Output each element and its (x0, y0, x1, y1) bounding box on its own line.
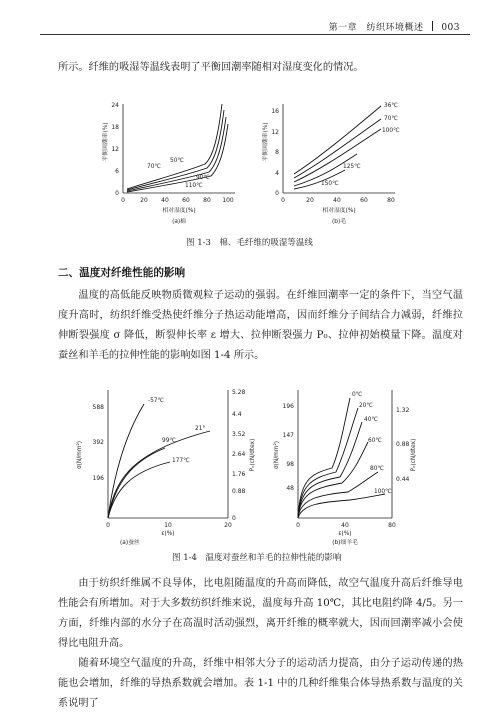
wool-tensile-sublabel: (b)细羊毛 (332, 540, 358, 545)
cotton-panel (101, 102, 235, 225)
wool-tensile-ytick-left: 147 (282, 432, 294, 439)
silk-curve-label: 99℃ (162, 438, 176, 444)
wool-tensile-curve-label: 100℃ (374, 489, 392, 495)
cotton-xtick: 100 (222, 197, 234, 204)
wool-tensile-curve-label: 20℃ (359, 403, 373, 409)
chapter-title: 纺织环境概述 (366, 23, 424, 33)
silk-xtick: 20 (224, 522, 232, 529)
wool-xtick: 20 (306, 197, 314, 204)
cotton-ytick: 0 (115, 190, 119, 197)
wool-tensile-ytick-right: 0.44 (396, 476, 410, 483)
paragraph-thermal: 随着环境空气温度的升高，纤维中相邻大分子的运动活力提高，由分子运动传递的热能也会增加，纤维的导热系数就会增加。表 1-1 中的几种纤维集合体导热系数与温度的关系说明了 (58, 658, 463, 709)
wool-curve (294, 106, 381, 174)
cotton-xtick: 40 (161, 197, 169, 204)
silk-curve (108, 431, 210, 518)
cotton-curve-label: 50℃ (170, 158, 184, 164)
wool-tensile-xtick: 40 (341, 522, 349, 529)
silk-panel (76, 389, 256, 545)
wool-tensile-curve-label: 60℃ (368, 438, 382, 444)
cotton-curve-label: 90℃ (196, 175, 210, 181)
wool-ylabel-right: Pₙ(cN/dtex) (411, 438, 417, 472)
wool-tensile-curve-label: 80℃ (370, 466, 384, 472)
wool-tensile-curve-label: 0℃ (352, 392, 363, 398)
silk-ytick-right: 5.28 (232, 389, 246, 396)
silk-curve-label: 177℃ (172, 458, 190, 464)
silk-curve-label: 21° (195, 426, 206, 432)
silk-ytick-right: 3.52 (232, 431, 246, 438)
silk-ylabel-right: Pₙ(cN/dtex) (250, 438, 256, 472)
paragraph-intro: 所示。纤维的吸湿等温线表明了平衡回潮率随相对湿度变化的情况。 (58, 62, 364, 73)
wool-xtick: 60 (360, 197, 368, 204)
figure-1-3 (95, 92, 415, 232)
wool-xtick: 0 (281, 197, 285, 204)
wool-tensile-curve (298, 408, 358, 518)
silk-ylabel-left: σ(N/mm²) (77, 440, 83, 470)
wool-tensile-xtick: 0 (296, 522, 300, 529)
cotton-curve-label: 110℃ (185, 183, 203, 189)
wool-xlabel: 相对湿度(%) (322, 208, 356, 214)
page-number: 003 (441, 23, 460, 33)
section-title: 二、温度对纤维性能的影响 (58, 267, 186, 279)
wool-curve (294, 119, 381, 178)
wool-tensile-ytick-right: 0.88 (396, 441, 410, 448)
silk-ytick-right: 0.88 (232, 488, 246, 495)
wool-tensile-xlabel: ε(%) (338, 531, 352, 537)
wool-tensile-curve (298, 398, 350, 518)
wool-tensile-ytick-right: 1.32 (396, 407, 410, 414)
wool-xtick: 40 (333, 197, 341, 204)
silk-ytick-right: 4.4 (232, 411, 242, 418)
cotton-ylabel: 平衡回潮率(%) (103, 122, 109, 162)
cotton-ytick: 6 (115, 168, 119, 175)
chapter-number: 第一章 (328, 23, 358, 33)
silk-ytick-left: 392 (92, 439, 104, 446)
paragraph-conductivity: 由于纺织纤维属不良导体，比电阻随温度的升高而降低，故空气温度升高后纤维导电性能会有所增加。对于大多数纺织纤维来说，温度每升高 10℃，其比电阻约降 4/5。另一方面，纤维内部的水分子在高温时活动强烈，离开纤维的概率就大，因而回潮率减小会使得比电阻升高。 (58, 578, 463, 649)
paragraph-temperature: 温度的高低能反映物质微观粒子运动的强弱。在纤维回潮率一定的条件下，当空气温度升高时，纺织纤维受热使纤维分子热运动能增高，因而纤维分子间结合力减弱，纤维拉伸断裂强度 σ 降低，断裂伸长率 ε 增大、拉伸断裂强力 P₀、拉伸初始模量下降。温度对蚕丝和羊毛的拉伸性能的影响如图 1-4 所示。 (58, 290, 463, 361)
cotton-xtick: 80 (203, 197, 211, 204)
silk-curve (108, 448, 165, 518)
wool-tensile-xtick: 80 (388, 522, 396, 529)
silk-sublabel: (a)蚕丝 (120, 540, 140, 545)
wool-sublabel: (b)毛 (332, 219, 346, 225)
silk-ytick-right: 0 (232, 515, 236, 522)
silk-curve-label: -57℃ (148, 398, 164, 404)
figure-1-3-caption: 图 1-3 棉、毛纤维的吸湿等温线 (186, 238, 313, 248)
wool-xtick: 80 (387, 197, 395, 204)
wool-tensile-curve (298, 494, 385, 518)
silk-xtick: 10 (164, 522, 172, 529)
cotton-sublabel: (a)棉 (172, 219, 186, 225)
wool-ylabel-left: σ(N/mm²) (274, 440, 280, 470)
header-divider (432, 21, 433, 31)
cotton-xlabel: 相对湿度(%) (162, 208, 196, 214)
wool-curve-label: 70℃ (384, 116, 398, 122)
wool-tensile-curve (298, 422, 362, 518)
wool-sorption-panel (261, 102, 400, 225)
cotton-ytick: 24 (111, 102, 119, 109)
wool-tensile-curve-label: 40℃ (364, 417, 378, 423)
wool-tensile-curve (298, 472, 378, 518)
cotton-ytick: 18 (111, 124, 119, 131)
header-rule (40, 34, 470, 35)
figure-1-4 (70, 380, 420, 545)
wool-tensile-ytick-left: 98 (286, 461, 294, 468)
cotton-xtick: 60 (182, 197, 190, 204)
silk-ytick-right: 2.64 (232, 451, 246, 458)
cotton-curve-label: 70℃ (147, 164, 161, 170)
running-header (329, 20, 460, 33)
wool-ytick: 12 (271, 129, 279, 136)
silk-xlabel: ε(%) (161, 531, 175, 537)
wool-curve-label: 36℃ (384, 103, 398, 109)
silk-xtick: 0 (106, 522, 110, 529)
wool-curve-label: 125℃ (343, 164, 361, 170)
wool-ytick: 0 (275, 190, 279, 197)
wool-ytick: 8 (275, 149, 279, 156)
wool-tensile-panel (273, 390, 417, 545)
cotton-xtick: 0 (121, 197, 125, 204)
wool-curve-label: 100℃ (382, 128, 400, 134)
silk-curve (108, 404, 144, 518)
figure-1-4-caption: 图 1-4 温度对蚕丝和羊毛的拉伸性能的影响 (172, 553, 342, 563)
wool-tensile-ytick-left: 48 (286, 485, 294, 492)
silk-ytick-left: 196 (92, 475, 104, 482)
cotton-ytick: 12 (111, 146, 119, 153)
wool-ytick: 16 (271, 108, 279, 115)
wool-ylabel: 平衡回潮率(%) (263, 122, 269, 162)
silk-ytick-left: 588 (92, 404, 104, 411)
wool-ytick: 4 (275, 170, 279, 177)
wool-tensile-ytick-left: 196 (282, 403, 294, 410)
wool-curve-label: 150℃ (321, 181, 339, 187)
silk-ytick-right: 1.76 (232, 471, 246, 478)
cotton-xtick: 20 (140, 197, 148, 204)
